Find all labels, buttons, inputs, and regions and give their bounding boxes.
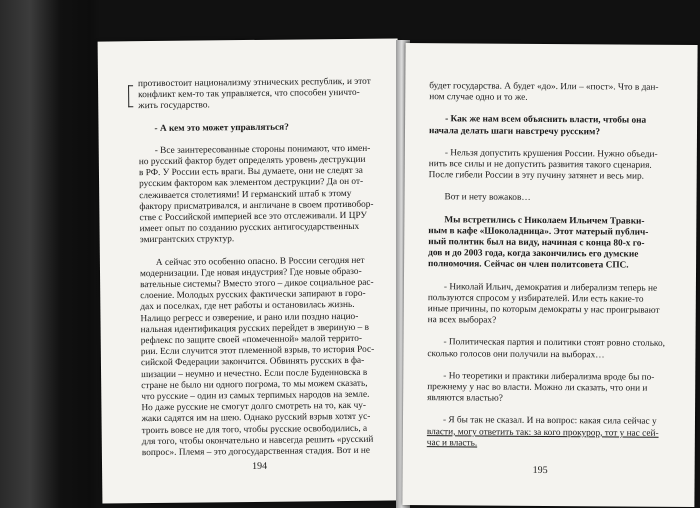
text-line: модернизации. Где новая индустрия? Где новые образо- (139, 266, 362, 279)
text-line: вопрос». Племя – это догосударственная стадия. Вот и не (141, 445, 371, 459)
intro-line: ным в кафе «Шоколадница». Этот матерый публич- (428, 225, 649, 238)
text-line: После гибели России в эту пучину затянет и весь мир. (428, 170, 644, 182)
intro-line: дов и до 2003 года, когда закончились его думские (428, 248, 639, 260)
page-number: 194 (251, 460, 268, 472)
left-page-text (138, 77, 388, 460)
text-line: жить государство. (138, 100, 210, 112)
text-line: стране не было ни одного погрома, то мы можем сказать, (141, 378, 368, 392)
text-line: сийской Федерации закончится. Обвинять русских в фа- (140, 356, 365, 369)
text-line: конфликт кем-то так управляется, что способен уничто- (138, 88, 360, 101)
text-line: сколько голосов они получили на выборах… (427, 348, 605, 361)
page-number: 195 (532, 464, 548, 476)
text-line: имеет опыт по созданию русских антигосударственных (139, 222, 360, 235)
text-line: шизации – неумно и нечестно. Если после Буденновска в (141, 367, 368, 380)
text-line: иные причины, по которым демократы у нас проигрывают (427, 304, 660, 316)
text-line: дах и поселках, где нет работы и остановилась жизнь. (140, 300, 355, 313)
text-line: слоение. Молодых русских фактически запирают в горо- (140, 289, 366, 302)
section-heading: Вот и нету вожаков… (444, 192, 531, 204)
text-line: А сейчас это особенно опасно. В России сегодня нет (155, 255, 365, 268)
text-line: являются властью? (427, 393, 503, 404)
text-line: час и власть. (426, 438, 478, 449)
text-line: фактору присматривался, и англичане в своем противобор- (139, 199, 374, 212)
text-line: противостоит национализму этнических республик, и этот (137, 76, 371, 90)
text-line: для того, чтобы окончательно и навсегда решить «русский (141, 434, 374, 448)
interview-question: - А кем это может управляться? (154, 122, 289, 134)
text-line: но русский фактор будет определять уровень деструкции (138, 154, 366, 168)
right-page-text (427, 81, 682, 451)
intro-line: полномочия. Сейчас он член политсовета СПС. (428, 259, 629, 271)
text-line: нальная идентификация русских перейдет в звериную – в (140, 322, 370, 336)
margin-bracket-mark (128, 85, 133, 107)
text-line: слеживается столетиями! И германский штаб к этому (139, 188, 352, 201)
text-line: пользуются спросом у избирателей. Или есть какие-то (427, 292, 644, 305)
text-line: троить вовсе не для того, чтобы русские освободились, а (141, 423, 368, 436)
left-page (98, 38, 403, 503)
intro-line: Мы встретились с Николаем Ильичем Травки- (444, 214, 645, 227)
interview-question: - Как же нам всем объяснить власти, чтобы она (445, 114, 647, 127)
text-line: русским фактором как элементом деструкции? Да он от- (139, 177, 364, 190)
text-line: будет государства. А будет «до». Или – «пост». Что в дан- (429, 81, 659, 93)
text-line: вательные системы? Вместо этого – дикое социальное рас- (140, 277, 374, 291)
text-line: - Политическая партия и политики стоят ровно столько, (443, 337, 665, 350)
text-line: - Все заинтересованные стороны понимают, что имен- (154, 143, 371, 156)
text-line: нить все силы и не допустить развития такого сценария. (428, 159, 652, 171)
right-page (402, 43, 697, 507)
text-line: прежнему у нас во власти. Можно ли сказать, что они и (427, 382, 648, 394)
text-line: эмигрантских структур. (139, 234, 235, 246)
text-line: стве с Российской империей все это отслеживали. И ЦРУ (139, 210, 367, 224)
text-line: власти, могу ответить так: за кого прокурор, тот у нас сей- (426, 426, 659, 439)
text-line: - Я бы так не сказал. И на вопрос: какая сила сейчас у (442, 415, 657, 428)
text-line: рефлекс по защите своей «помеченной» малой террито- (140, 333, 362, 347)
text-line: рии. Если случится этот племенной взрыв, то история Рос- (140, 344, 375, 358)
text-line: Но даже русские не смогут долго смотреть на то, как чу- (141, 401, 367, 414)
text-line: ном случае одно и то же. (429, 92, 528, 104)
interview-question: начала делать шаги навстречу русским? (428, 125, 601, 137)
text-line: - Николай Ильич, демократия и либерализм теперь не (443, 281, 658, 294)
intro-line: ный политик был на виду, начиная с конца 80-х го- (428, 237, 645, 249)
text-line: в РФ. У России есть враги. Вы думаете, они не следят за (138, 166, 363, 179)
text-line: жаки садятся им на шею. Однако русский взрыв хотят ус- (141, 412, 371, 425)
text-line: - Нельзя допустить крушения России. Нужно объеди- (444, 148, 658, 160)
text-line: на всех выборах? (427, 315, 497, 326)
text-line: что русские – один из самых терпимых народов на земле. (141, 389, 370, 403)
text-line: - Но теоретики и практики либерализма вроде бы по- (443, 371, 655, 383)
text-line: Налицо регресс и озверение, и рано или поздно нацио- (140, 311, 359, 324)
